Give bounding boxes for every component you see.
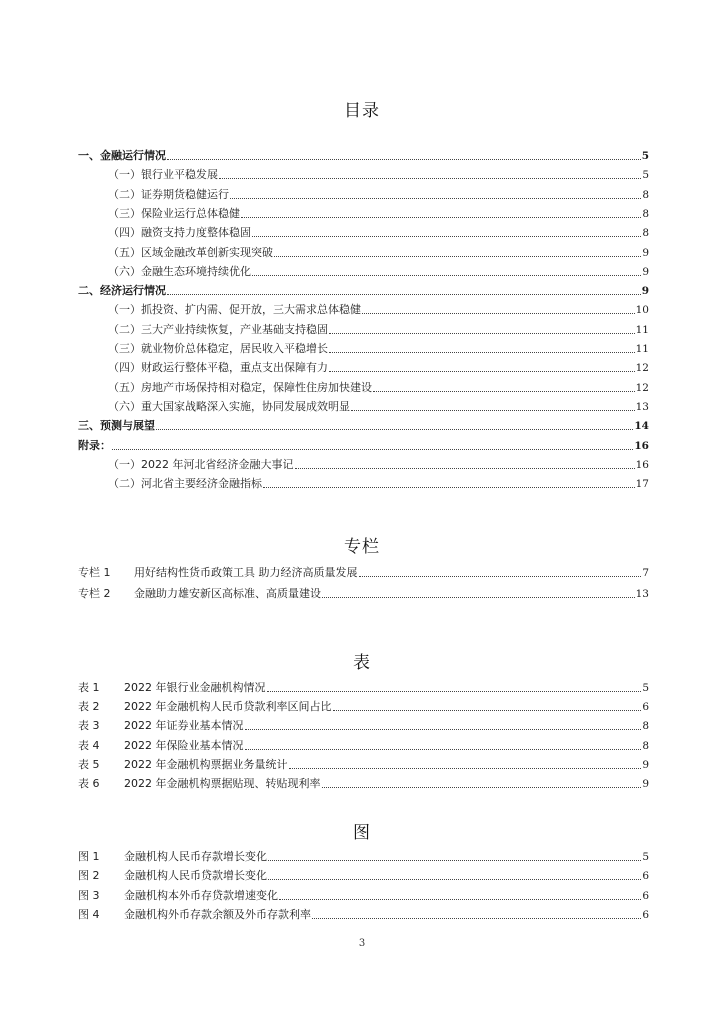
dot-leader: [329, 333, 635, 334]
figure-entry[interactable]: [78, 867, 649, 883]
entry-label: 2022 年金融机构票据业务量统计: [124, 757, 288, 771]
entry-label: （一）银行业平稳发展: [108, 168, 218, 182]
entry-label: 金融机构人民币存款增长变化: [124, 850, 267, 863]
entry-page-number: 5: [641, 150, 649, 162]
entry-page-number: 6: [642, 889, 649, 902]
entry-page-number: 14: [634, 420, 649, 433]
dot-leader: [373, 391, 635, 392]
page-number: 3: [358, 938, 366, 949]
dot-leader: [351, 410, 635, 411]
dot-leader: [112, 449, 633, 450]
entry-page-number: 12: [635, 362, 649, 375]
dot-leader: [359, 576, 642, 577]
entry-page-number: 9: [642, 778, 649, 790]
entry-page-number: 8: [642, 720, 649, 733]
entry-number: 图 3: [78, 888, 100, 902]
toc-entry[interactable]: [78, 282, 649, 298]
dot-leader: [219, 178, 641, 179]
entry-label: 三、预测与展望: [78, 419, 155, 433]
dot-leader: [245, 749, 642, 750]
toc-entry[interactable]: [108, 186, 649, 202]
entry-page-number: 9: [641, 285, 649, 298]
entry-number: 专栏 1: [78, 566, 111, 579]
entry-label: （五）房地产市场保持相对稳定，保障性住房加快建设: [108, 380, 372, 394]
entry-label: （二）河北省主要经济金融指标: [108, 477, 262, 491]
toc-title: 目录: [344, 101, 380, 121]
table-entry[interactable]: [78, 717, 649, 733]
entry-label: 2022 年保险业基本情况: [124, 738, 244, 752]
dot-leader: [322, 597, 635, 598]
column-entry[interactable]: [78, 585, 649, 601]
figure-entry[interactable]: [78, 887, 649, 903]
entry-number: 图 1: [78, 850, 100, 863]
dot-leader: [252, 275, 641, 276]
entry-label: 2022 年金融机构票据贴现、转贴现利率: [124, 777, 321, 790]
entry-page-number: 9: [642, 246, 649, 259]
entry-label: （三）保险业运行总体稳健: [108, 206, 240, 220]
dot-leader: [167, 294, 641, 295]
entry-label: 金融机构本外币存贷款增速变化: [124, 888, 278, 902]
toc-entry[interactable]: [108, 205, 649, 221]
toc-entry[interactable]: [78, 417, 649, 433]
entry-page-number: 8: [642, 188, 649, 201]
entry-page-number: 7: [642, 567, 649, 579]
column-entry[interactable]: [78, 564, 649, 580]
table-entry[interactable]: [78, 698, 649, 714]
entry-page-number: 8: [642, 207, 649, 220]
toc-entry[interactable]: [108, 340, 649, 356]
dot-leader: [252, 236, 641, 237]
toc-entry[interactable]: [108, 224, 649, 240]
table-entry[interactable]: [78, 756, 649, 772]
toc-entry[interactable]: [108, 456, 649, 472]
entry-label: （四）财政运行整体平稳，重点支出保障有力: [108, 361, 328, 375]
toc-entry[interactable]: [108, 321, 649, 337]
entry-page-number: 10: [635, 304, 649, 317]
entry-label: （六）金融生态环境持续优化: [108, 264, 251, 278]
entry-page-number: 5: [642, 682, 649, 694]
dot-leader: [329, 371, 635, 372]
entry-number: 图 4: [78, 907, 100, 921]
dot-leader: [167, 159, 641, 160]
entry-page-number: 6: [642, 701, 649, 714]
entry-page-number: 16: [634, 439, 649, 452]
figure-entry[interactable]: [78, 848, 649, 864]
entry-label: 2022 年证券业基本情况: [124, 719, 244, 733]
entry-page-number: 9: [642, 265, 649, 278]
entry-label: 金融助力雄安新区高标准、高质量建设: [134, 586, 321, 600]
entry-label: 2022 年银行业金融机构情况: [124, 681, 266, 694]
entry-label: 2022 年金融机构人民币贷款利率区间占比: [124, 700, 332, 714]
entry-page-number: 11: [635, 343, 649, 355]
entry-page-number: 8: [642, 739, 649, 752]
table-entry[interactable]: [78, 737, 649, 753]
dot-leader: [263, 487, 635, 488]
toc-entry[interactable]: [108, 475, 649, 491]
entry-label: 二、经济运行情况: [78, 284, 166, 298]
entry-page-number: 6: [642, 870, 649, 883]
dot-leader: [268, 879, 641, 880]
dot-leader: [322, 787, 642, 788]
entry-label: （二）三大产业持续恢复，产业基础支持稳固: [108, 322, 328, 336]
entry-label: （二）证券期货稳健运行: [108, 187, 229, 201]
entry-page-number: 9: [642, 758, 649, 771]
toc-entry[interactable]: [108, 301, 649, 317]
entry-label: 一、金融运行情况: [78, 149, 166, 162]
entry-label: （三）就业物价总体稳定，居民收入平稳增长: [108, 342, 328, 355]
entry-page-number: 13: [635, 400, 649, 413]
entry-page-number: 16: [635, 458, 649, 471]
entry-label: （六）重大国家战略深入实施，协同发展成效明显: [108, 399, 350, 413]
toc-entry[interactable]: [108, 166, 649, 182]
toc-entry[interactable]: [78, 437, 649, 453]
dot-leader: [362, 313, 635, 314]
dot-leader: [295, 468, 635, 469]
entry-label: （一）抓投资、扩内需、促开放，三大需求总体稳健: [108, 303, 361, 317]
entry-label: 金融机构人民币贷款增长变化: [124, 869, 267, 883]
entry-number: 表 3: [78, 719, 100, 733]
entry-number: 表 6: [78, 777, 100, 790]
entry-label: （四）融资支持力度整体稳固: [108, 226, 251, 240]
entry-page-number: 11: [635, 323, 649, 336]
entry-number: 表 2: [78, 700, 100, 714]
toc-entry[interactable]: [108, 379, 649, 395]
entry-page-number: 5: [642, 169, 649, 182]
figures-title: 图: [353, 823, 371, 843]
entry-page-number: 5: [642, 851, 649, 863]
figure-entry[interactable]: [78, 906, 649, 922]
entry-label: （五）区域金融改革创新实现突破: [108, 245, 273, 259]
entry-label: 用好结构性货币政策工具 助力经济高质量发展: [134, 566, 358, 579]
dot-leader: [274, 256, 641, 257]
dot-leader: [289, 768, 642, 769]
entry-number: 表 5: [78, 757, 100, 771]
dot-leader: [156, 429, 633, 430]
toc-entry[interactable]: [108, 244, 649, 260]
toc-entry[interactable]: [108, 263, 649, 279]
entry-number: 表 1: [78, 681, 100, 694]
entry-label: 金融机构外币存款余额及外币存款利率: [124, 907, 311, 921]
dot-leader: [245, 729, 642, 730]
toc-entry[interactable]: [78, 147, 649, 163]
dot-leader: [267, 691, 642, 692]
entry-number: 图 2: [78, 869, 100, 883]
entry-label: 附录：: [78, 438, 111, 452]
columns-title: 专栏: [344, 537, 380, 557]
entry-page-number: 12: [635, 381, 649, 394]
toc-entry[interactable]: [108, 359, 649, 375]
dot-leader: [312, 918, 641, 919]
entry-page-number: 13: [635, 587, 649, 600]
dot-leader: [241, 217, 641, 218]
tables-title: 表: [353, 653, 371, 673]
dot-leader: [279, 899, 641, 900]
table-entry[interactable]: [78, 775, 649, 791]
entry-page-number: 8: [642, 227, 649, 240]
entry-page-number: 6: [642, 908, 649, 921]
dot-leader: [268, 860, 641, 861]
entry-page-number: 17: [635, 478, 649, 491]
entry-number: 专栏 2: [78, 586, 111, 600]
dot-leader: [333, 710, 642, 711]
table-entry[interactable]: [78, 679, 649, 695]
entry-label: （一）2022 年河北省经济金融大事记: [108, 457, 294, 471]
entry-number: 表 4: [78, 738, 100, 752]
dot-leader: [230, 198, 641, 199]
dot-leader: [329, 352, 635, 353]
toc-entry[interactable]: [108, 398, 649, 414]
